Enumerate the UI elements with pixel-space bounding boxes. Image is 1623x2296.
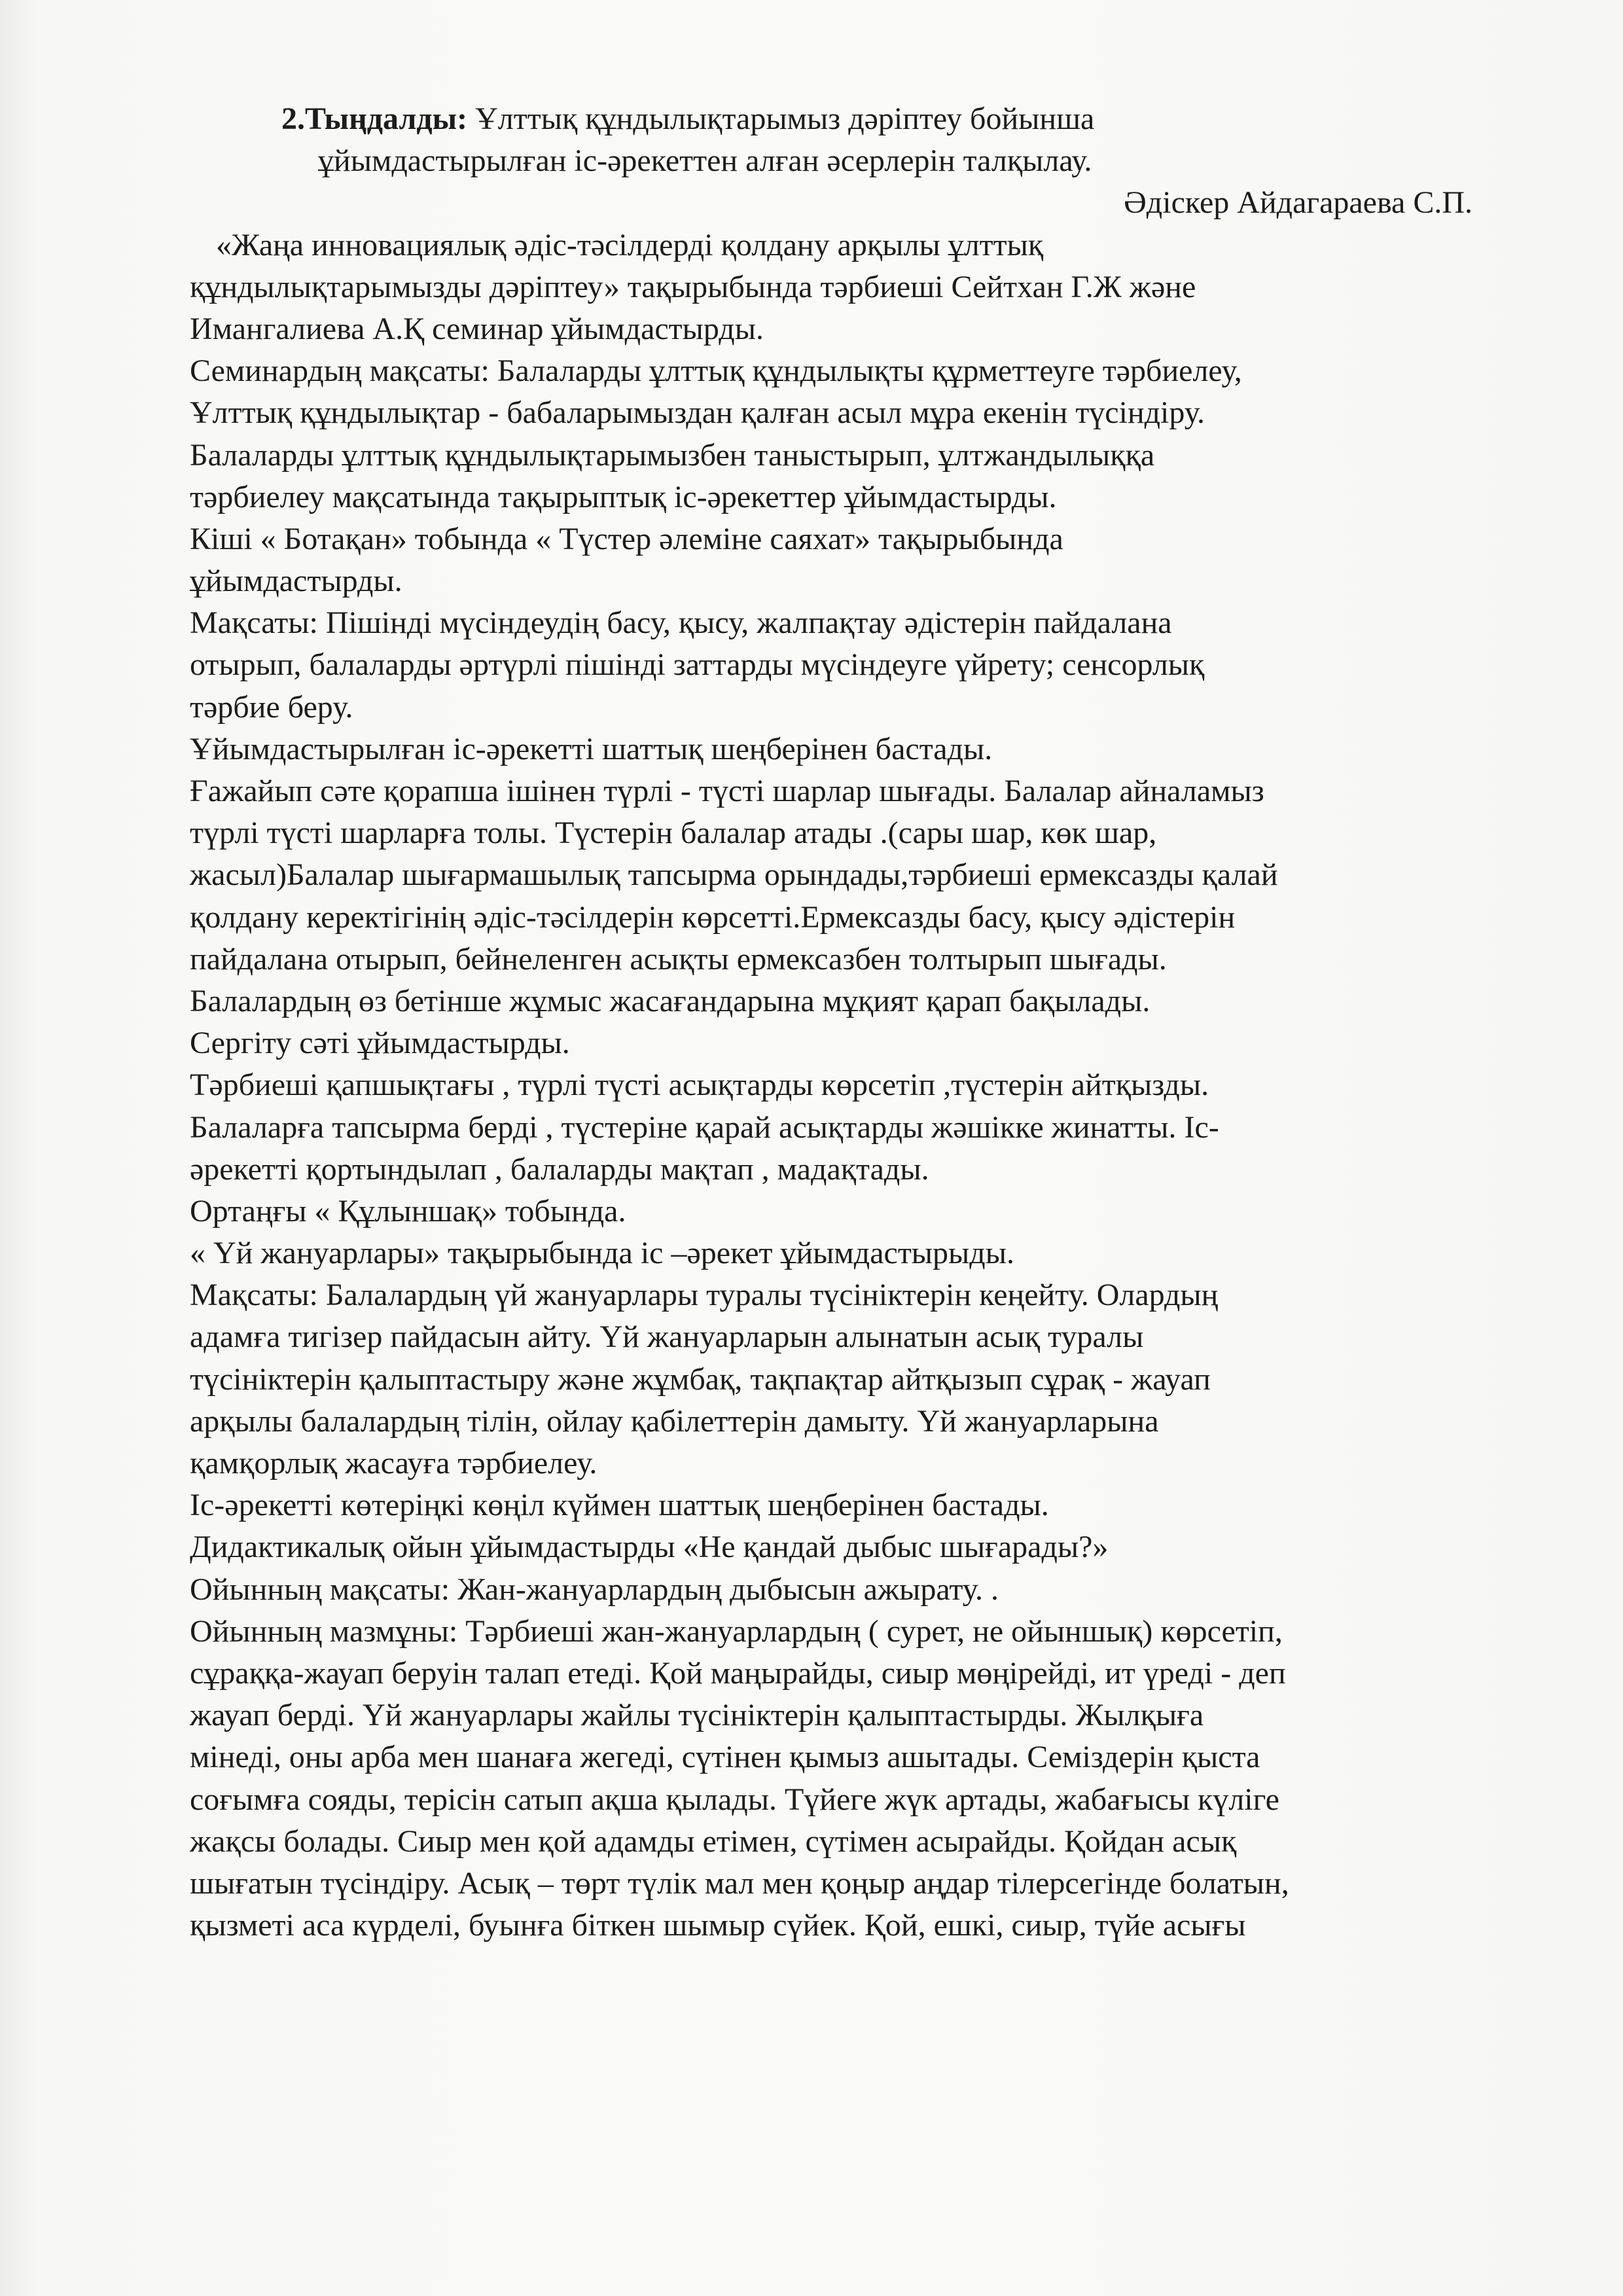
body-line: жасыл)Балалар шығармашылық тапсырма орындады,тәрбиеші ермексазды қалай xyxy=(190,857,1278,893)
body-line: соғымға сояды, терісін сатып ақша қылады. Түйеге жүк артады, жабағысы күліге xyxy=(190,1782,1279,1817)
body-line: Іс-әрекетті көтеріңкі көңіл күймен шаттық шеңберінен бастады. xyxy=(190,1488,1049,1523)
body-line: Семинардың мақсаты: Балаларды ұлттық құндылықты құрметтеуге тәрбиелеу, xyxy=(190,353,1242,389)
body-line: түрлі түсті шарларға толы. Түстерін балалар атады .(сары шар, көк шар, xyxy=(190,816,1157,851)
body-line: Тәрбиеші қапшықтағы , түрлі түсті асықтарды көрсетіп ,түстерін айтқызды. xyxy=(190,1067,1209,1103)
body-line: Ойынның мақсаты: Жан-жануарлардың дыбысын ажырату. . xyxy=(190,1571,999,1607)
body-line: тәрбие беру. xyxy=(190,689,353,725)
body-line: шығатын түсіндіру. Асық – төрт түлік мал мен қоңыр аңдар тілерсегінде болатын, xyxy=(190,1865,1289,1901)
body-line: Имангалиева А.Қ семинар ұйымдастырды. xyxy=(190,311,764,346)
body-line: пайдалана отырып, бейнеленген асықты ермексазбен толтырып шығады. xyxy=(190,941,1167,977)
heading-label: 2.Тыңдалды: xyxy=(281,101,468,136)
body-line: құндылықтарымызды дәріптеу» тақырыбында тәрбиеші Сейтхан Г.Ж және xyxy=(190,269,1196,304)
body-line: сұраққа-жауап беруін талап етеді. Қой маңырайды, сиыр мөңірейді, ит үреді - деп xyxy=(190,1655,1286,1691)
body-line: арқылы балалардың тілін, ойлау қабілеттерін дамыту. Үй жануарларына xyxy=(190,1403,1159,1439)
body-line: тәрбиелеу мақсатында тақырыптық іс-әрекеттер ұйымдастырды. xyxy=(190,479,1057,514)
document-body xyxy=(190,98,1538,1946)
body-line: Балаларға тапсырма берді , түстеріне қарай асықтарды жәшікке жинатты. Іс- xyxy=(190,1109,1219,1145)
body-line: Балаларды ұлттық құндылықтарымызбен таныстырып, ұлтжандылыққа xyxy=(190,437,1155,473)
body-line: « Үй жануарлары» тақырыбында іс –әрекет ұйымдастырыды. xyxy=(190,1236,1014,1271)
body-line: қамқорлық жасауға тәрбиелеу. xyxy=(190,1446,597,1480)
body-line: отырып, балаларды әртүрлі пішінді заттарды мүсіндеуге үйрету; сенсорлық xyxy=(190,647,1205,683)
body-line: әрекетті қортындылап , балаларды мақтап , мадақтады. xyxy=(190,1151,929,1187)
body-line: қызметі аса күрделі, буынға біткен шымыр сүйек. Қой, ешкі, сиыр, түйе асығы xyxy=(190,1908,1246,1943)
body-line: Ойынның мазмұны: Тәрбиеші жан-жануарлардың ( сурет, не ойыншық) көрсетіп, xyxy=(190,1613,1283,1649)
body-line: адамға тигізер пайдасын айту. Үй жануарларын алынатын асық туралы xyxy=(190,1319,1144,1355)
body-line: түсініктерін қалыптастыру және жұмбақ, тақпақтар айтқызып сұрақ - жауап xyxy=(190,1361,1211,1397)
body-line: Балалардың өз бетінше жұмыс жасағандарына мұқият қарап бақылады. xyxy=(190,983,1150,1018)
body-line: қолдану керектігінің әдіс-тәсілдерін көрсетті.Ермексазды басу, қысу әдістерін xyxy=(190,899,1236,935)
body-line: Кіші « Ботақан» тобында « Түстер әлеміне саяхат» тақырыбында xyxy=(190,521,1063,556)
body-line: «Жаңа инновациялық әдіс-тәсілдерді қолдану арқылы ұлттық xyxy=(216,227,1044,262)
body-line: Ортаңғы « Құлыншақ» тобында. xyxy=(190,1193,626,1229)
body-line: жауап берді. Үй жануарлары жайлы түсініктерін қалыптастырды. Жылқыға xyxy=(190,1698,1204,1733)
body-line: Ұлттық құндылықтар - бабаларымыздан қалған асыл мұра екенін түсіндіру. xyxy=(190,395,1205,431)
body-line: Ғажайып сәте қорапша ішінен түрлі - түсті шарлар шығады. Балалар айналамыз xyxy=(190,774,1264,808)
body-line: ұйымдастырды. xyxy=(190,564,402,599)
body-line: мінеді, оны арба мен шанаға жегеді, сүтінен қымыз ашытады. Семіздерін қыста xyxy=(190,1740,1260,1775)
body-line: Ұйымдастырылған іс-әрекетті шаттық шеңберінен бастады. xyxy=(190,731,993,766)
body-line: Мақсаты: Балалардың үй жануарлары туралы түсініктерін кеңейту. Олардың xyxy=(190,1278,1219,1313)
body-line: жақсы болады. Сиыр мен қой адамды етімен, сүтімен асырайды. Қойдан асық xyxy=(190,1823,1237,1859)
body-line: Мақсаты: Пішінді мүсіндеудің басу, қысу, жалпақтау әдістерін пайдалана xyxy=(190,605,1172,641)
heading-text: Ұлттық құндылықтарымыз дәріптеу бойынша xyxy=(467,101,1095,136)
heading-line-1 xyxy=(190,98,1538,140)
signature: Әдіскер Айдагараева С.П. xyxy=(1124,185,1472,221)
body-line: Сергіту сәті ұйымдастырды. xyxy=(190,1026,570,1061)
body-line: Дидактикалық ойын ұйымдастырды «Не қандай дыбыс шығарады?» xyxy=(190,1530,1109,1565)
heading-line-2: ұйымдастырылған іс-әрекеттен алған әсерлерін талқылау. xyxy=(318,143,1092,179)
